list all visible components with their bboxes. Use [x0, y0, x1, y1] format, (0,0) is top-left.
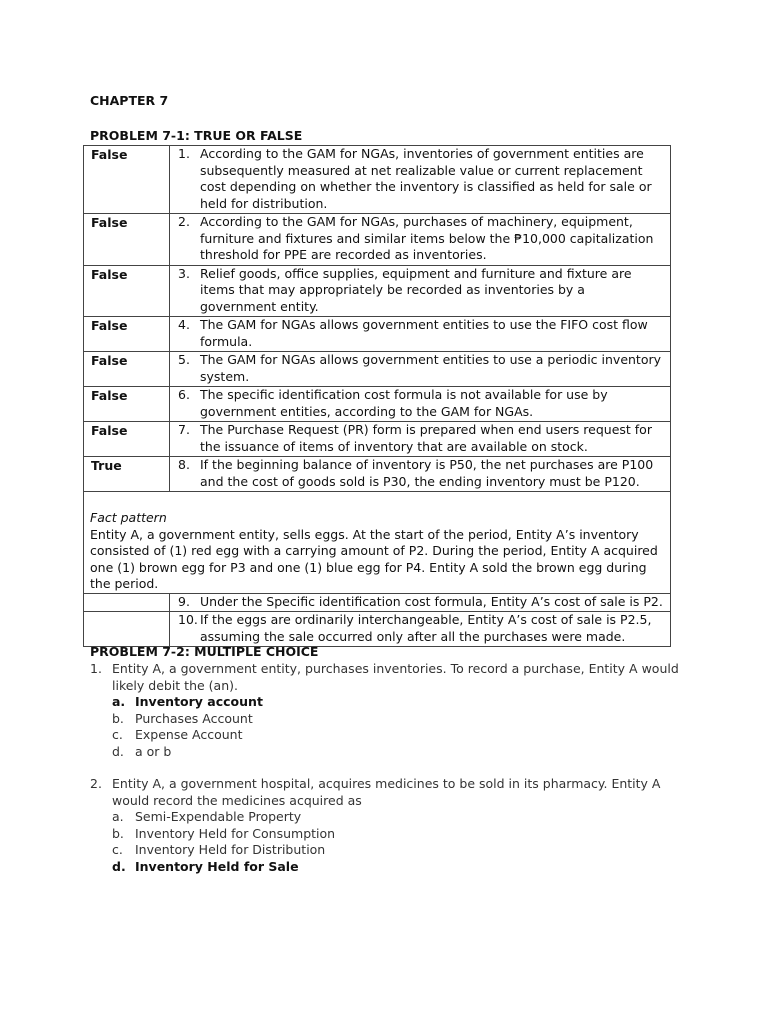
option-letter: a. — [112, 809, 124, 824]
statement-cell — [170, 387, 671, 422]
option-a — [112, 694, 680, 711]
question-stem — [90, 776, 680, 809]
statement-text: If the eggs are ordinarily interchangeable, Entity A’s cost of sale is P2.5, assuming the sale occurred only after all the purchases were made. — [200, 612, 652, 644]
answer-cell: False — [84, 387, 170, 422]
fact-pattern-row — [84, 492, 671, 594]
true-false-table — [83, 145, 671, 647]
item-number: 1. — [178, 146, 190, 161]
option-c — [112, 842, 680, 859]
answer-cell: True — [84, 457, 170, 492]
statement-text: According to the GAM for NGAs, purchases of machinery, equipment, furniture and fixtures and similar items below the ₱10,000 capitalization threshold for PPE are recorded as inventories. — [200, 214, 654, 262]
option-letter: b. — [112, 710, 124, 726]
statement-text: The GAM for NGAs allows government entities to use the FIFO cost flow formula. — [200, 317, 648, 349]
statement-cell — [170, 612, 671, 647]
question-text: Entity A, a government entity, purchases inventories. To record a purchase, Entity A would likely debit the (an). — [112, 661, 679, 693]
answer-cell: False — [84, 352, 170, 387]
option-c — [112, 727, 680, 744]
table-row — [84, 146, 671, 214]
answer-cell: False — [84, 214, 170, 266]
item-number: 2. — [178, 214, 190, 229]
option-letter: b. — [112, 825, 124, 841]
statement-text: Relief goods, office supplies, equipment and furniture and fixture are items that may appropriately be recorded as inventories by a government entity. — [200, 265, 632, 314]
statement-cell — [170, 352, 671, 387]
option-b — [112, 826, 680, 843]
fact-pattern-text: Entity A, a government entity, sells eggs. At the start of the period, Entity A’s inventory consisted of (1) red egg with a carrying amount of P2. During the period, Entity A acquired one (1) brown egg for P3 and one (1) blue egg for P4. Entity A sold the brown egg during the period. — [90, 526, 658, 591]
statement-cell — [170, 457, 671, 492]
problem-7-2-title: PROBLEM 7-2: MULTIPLE CHOICE — [90, 644, 319, 659]
mc-question — [90, 661, 680, 760]
statement-cell — [170, 214, 671, 266]
table-row — [84, 352, 671, 387]
answer-cell: False — [84, 146, 170, 214]
statement-text: According to the GAM for NGAs, inventories of government entities are subsequently measured at net realizable value or current replacement cost depending on whether the inventory is classified as held for sale or held for distribution. — [200, 146, 652, 211]
option-letter: c. — [112, 842, 123, 857]
chapter-heading: CHAPTER 7 — [90, 93, 169, 108]
table-row — [84, 612, 671, 647]
option-text: Inventory Held for Consumption — [135, 825, 336, 841]
statement-text: The GAM for NGAs allows government entities to use a periodic inventory system. — [200, 352, 662, 384]
table-row — [84, 265, 671, 317]
item-number: 7. — [178, 422, 190, 437]
statement-cell — [170, 146, 671, 214]
answer-cell — [84, 612, 170, 647]
mc-question — [90, 776, 680, 875]
fact-pattern-label: Fact pattern — [90, 510, 167, 525]
statement-text: The specific identification cost formula is not available for use by government entities, according to the GAM for NGAs. — [200, 387, 608, 419]
fact-pattern-cell — [84, 492, 671, 594]
item-number: 10. — [178, 612, 198, 627]
statement-cell — [170, 422, 671, 457]
table-row — [84, 422, 671, 457]
option-text: Inventory account — [135, 694, 263, 709]
option-letter: c. — [112, 727, 123, 742]
statement-cell — [170, 593, 671, 612]
table-row — [84, 593, 671, 612]
option-text: Purchases Account — [135, 710, 253, 726]
statement-text: The Purchase Request (PR) form is prepared when end users request for the issuance of items of inventory that are available on stock. — [200, 422, 652, 454]
statement-text: If the beginning balance of inventory is P50, the net purchases are P100 and the cost of goods sold is P30, the ending inventory must be P120. — [200, 457, 654, 489]
option-d — [112, 744, 680, 761]
statement-text: Under the Specific identification cost formula, Entity A’s cost of sale is P2. — [200, 593, 663, 609]
table-row — [84, 387, 671, 422]
table-row — [84, 317, 671, 352]
problem-7-1-title: PROBLEM 7-1: TRUE OR FALSE — [90, 128, 303, 143]
option-letter: d. — [112, 858, 126, 874]
option-letter: d. — [112, 743, 124, 759]
question-text: Entity A, a government hospital, acquires medicines to be sold in its pharmacy. Entity A would record the medicines acquired as — [112, 776, 661, 808]
answer-cell: False — [84, 265, 170, 317]
option-text: Semi-Expendable Property — [135, 809, 302, 824]
statement-cell — [170, 265, 671, 317]
item-number: 8. — [178, 457, 190, 472]
option-b — [112, 711, 680, 728]
option-d — [112, 859, 680, 876]
answer-cell: False — [84, 422, 170, 457]
answer-cell: False — [84, 317, 170, 352]
item-number: 3. — [178, 265, 190, 281]
question-stem — [90, 661, 680, 694]
item-number: 9. — [178, 593, 190, 609]
option-a — [112, 809, 680, 826]
item-number: 4. — [178, 317, 190, 332]
option-text: Inventory Held for Distribution — [135, 842, 326, 857]
statement-cell — [170, 317, 671, 352]
table-row — [84, 214, 671, 266]
option-text: a or b — [135, 743, 172, 759]
table-row — [84, 457, 671, 492]
question-number: 2. — [90, 776, 102, 791]
question-number: 1. — [90, 661, 102, 676]
option-text: Inventory Held for Sale — [135, 858, 299, 874]
option-letter: a. — [112, 694, 126, 709]
answer-cell — [84, 593, 170, 612]
option-text: Expense Account — [135, 727, 243, 742]
item-number: 5. — [178, 352, 190, 367]
item-number: 6. — [178, 387, 190, 402]
